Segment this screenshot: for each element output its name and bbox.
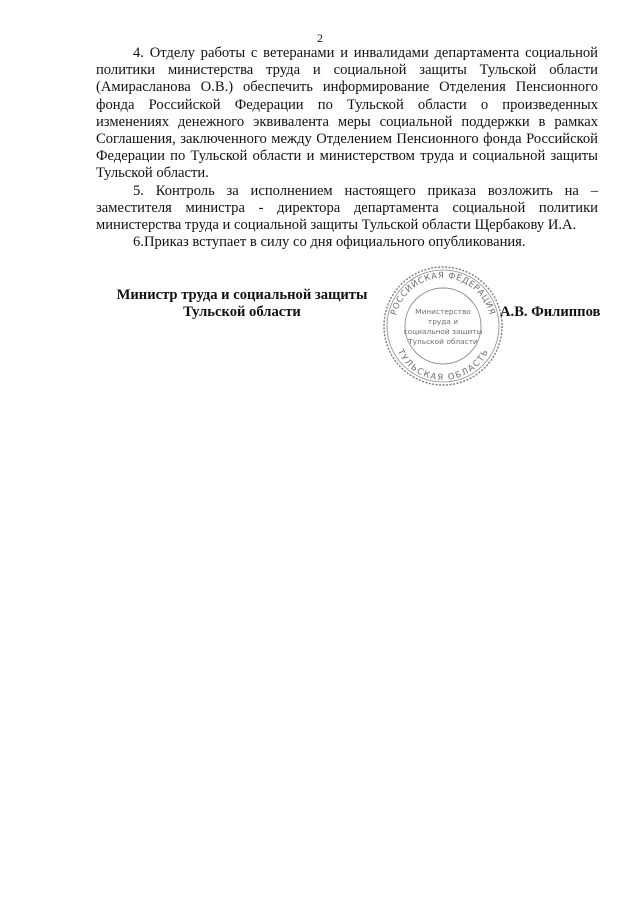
seal-inner-line-1: Министерство	[415, 307, 471, 316]
signer-position-line-2: Тульской области	[183, 304, 301, 320]
signer-position	[108, 287, 376, 321]
seal-outer-text-bottom: ТУЛЬСКАЯ ОБЛАСТЬ	[395, 347, 491, 383]
seal-outer-text-top: РОССИЙСКАЯ ФЕДЕРАЦИЯ	[389, 270, 497, 317]
official-seal-stamp	[381, 264, 505, 388]
seal-inner-line-2: труда и	[427, 317, 459, 326]
seal-inner-line-3: социальной защиты	[403, 327, 483, 336]
seal-inner-line-4: Тульской области	[408, 337, 478, 346]
seal-graphic	[381, 264, 505, 388]
paragraph-item-4: 4. Отделу работы с ветеранами и инвалидами департамента социальной политики министерства труда и социальной защиты Тульской области (Амирасланова О.В.) обеспечить информирование Отделения Пенсионного фонда Российской Федерации по Тульской области о произведенных изменениях денежного эквивалента меры социальной поддержки в рамках Соглашения, заключенного между Отделением Пенсионного фонда Российской Федерации по Тульской области и министерством труда и социальной защиты Тульской области.	[96, 45, 598, 182]
document-body	[96, 45, 598, 251]
signer-position-line-1: Министр труда и социальной защиты	[116, 287, 368, 303]
signer-name: А.В. Филиппов	[500, 304, 601, 320]
paragraph-item-6: 6.Приказ вступает в силу со дня официального опубликования.	[133, 234, 526, 251]
paragraph-item-5: 5. Контроль за исполнением настоящего приказа возложить на – заместителя министра - директора департамента социальной политики министерства труда и социальной защиты Тульской области Щербакову И.А.	[96, 182, 598, 234]
page-number: 2	[317, 31, 323, 45]
